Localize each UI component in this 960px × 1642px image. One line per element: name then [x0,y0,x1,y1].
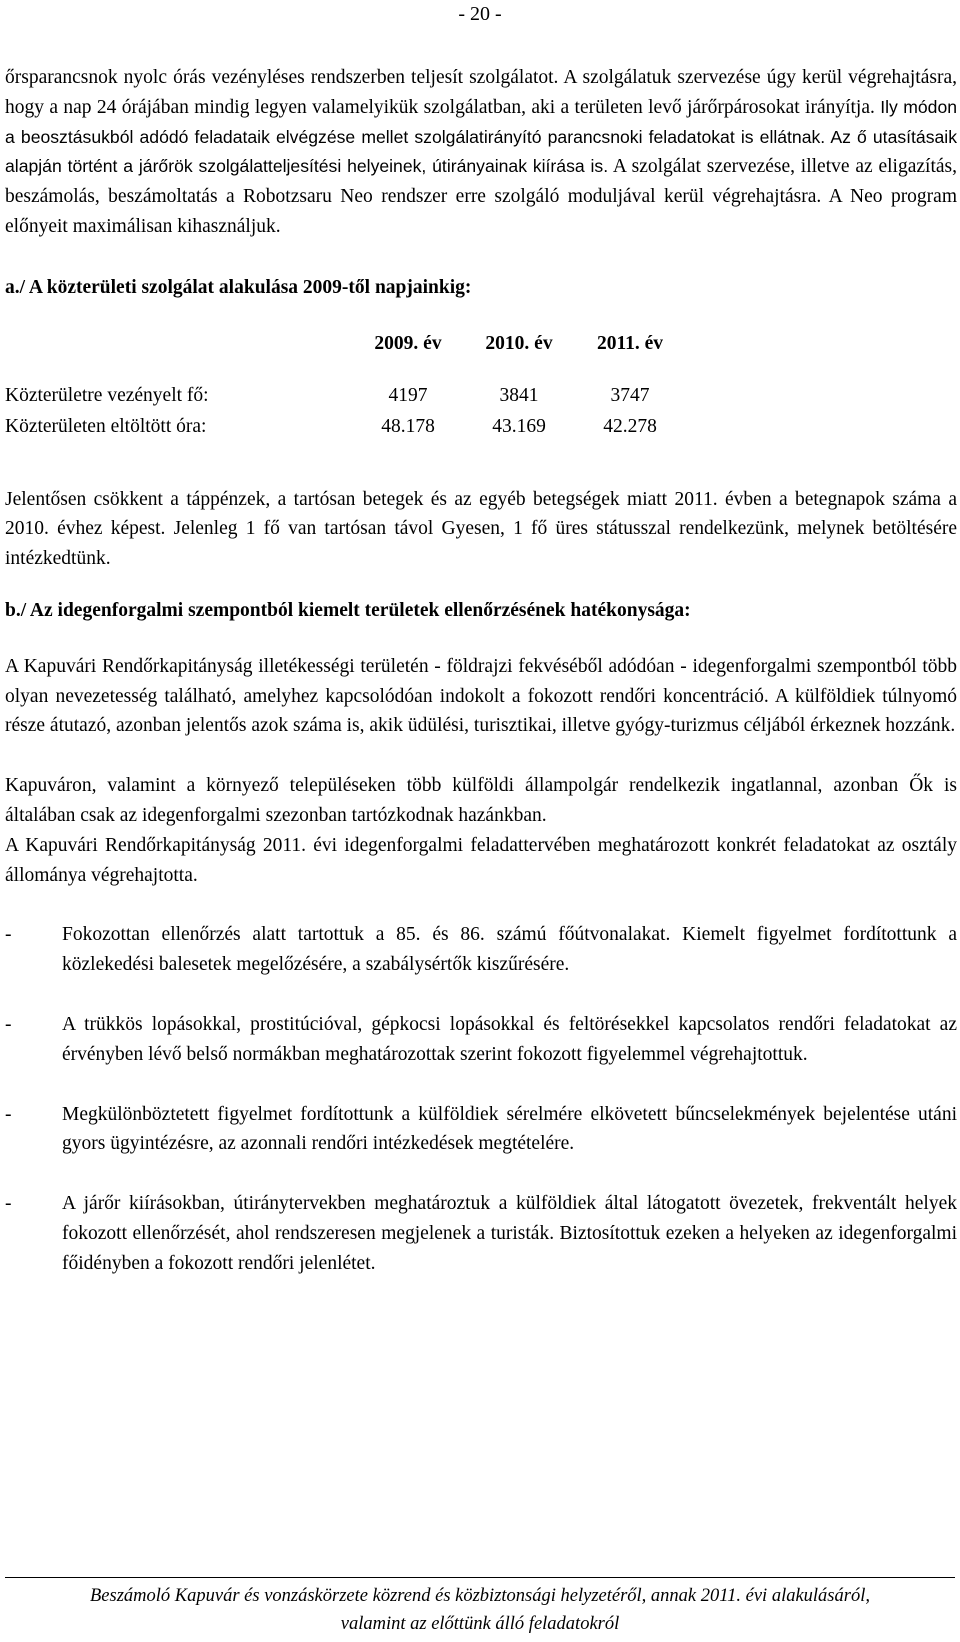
cell-value: 3841 [499,384,539,406]
list-item-text: A trükkös lopásokkal, prostitúcióval, gépkocsi lopásokkal és feltörésekkel kapcsolatos rendőri feladatokat az érvényben lévő belső normákban meghatározottak szerint fokozott figyelemmel végrehajtottuk. [62,1013,957,1065]
bullet-marker: - [5,1103,12,1125]
intro-text-serif-1: őrsparancsnok nyolc órás vezényléses rendszerben teljesít szolgálatot. A szolgálatuk szervezése úgy kerül végrehajtásra, hogy a nap 24 órájában mindig legyen valamelyikük szolgálatban, aki a területen levő járőrpárosokat irányítja. [5,67,957,118]
intro-text-serif-2: A szolgálat szervezése, illetve az eligazítás, beszámolás, beszámoltatás a Robotzsaru Neo rendszer erre szolgáló moduljával kerül végrehajtásra. A Neo program előnyeit maximálisan kihasználjuk. [5,156,957,237]
bullet-marker: - [5,1013,12,1035]
document-body [5,63,957,1279]
section-b-heading: b./ Az idegenforgalmi szempontból kiemelt területek ellenőrzésének hatékonysága: [5,599,691,621]
list-item-text: A járőr kiírásokban, útiránytervekben meghatároztuk a külföldiek által látogatott övezetek, frekventált helyek fokozott ellenőrzését, ahol rendszeresen megjelenek a turisták. Biztosítottuk ezeken a helyeken az idegenforgalmi főidényben a fokozott rendőri jelenlétet. [62,1193,957,1274]
cell-value: 4197 [388,384,428,406]
page-footer [0,1582,960,1638]
cell-value: 42.278 [603,415,657,437]
list-item [5,1189,957,1278]
footer-line-2: valamint az előttünk álló feladatokról [340,1614,620,1634]
list-item [5,920,957,980]
table-row [5,381,957,411]
footer-line-1: Beszámoló Kapuvár és vonzáskörzete közrend és közbiztonsági helyzetéről, annak 2011. évi alakulásáról, [90,1586,870,1606]
table-row [5,412,957,442]
cell-value: 43.169 [492,415,546,437]
footer-divider [5,1577,955,1578]
section-b-paragraph-3: A Kapuvári Rendőrkapitányság 2011. évi idegenforgalmi feladattervében meghatározott konkrét feladatokat az osztály állománya végrehajtotta. [5,834,957,886]
list-item-text: Fokozottan ellenőrzés alatt tartottuk a 85. és 86. számú főútvonalakat. Kiemelt figyelmet fordítottunk a közlekedési balesetek megelőzésére, a szabálysértők kiszűrésére. [62,924,957,976]
row-label-hours: Közterületen eltöltött óra: [5,415,207,437]
section-b-paragraph-2: Kapuváron, valamint a környező településeken több külföldi állampolgár rendelkezik ingatlannal, azonban Ők is általában csak az idegenforgalmi szezonban tartózkodnak hazánkban. [5,775,957,826]
row-label-staff: Közterületre vezényelt fő: [5,384,209,406]
bullet-marker: - [5,1193,12,1215]
intro-text-sans: Ily módon a beosztásukból adódó feladataik elvégzése mellet szolgálatirányító parancsnoki feladatokat is ellátnak. Az ő utasításaik alapján történt a járőrök szolgálatteljesítési helyeinek, útirányainak kiírása is. [5,96,958,177]
year-2011-header: 2011. év [596,332,664,354]
cell-value: 48.178 [381,415,435,437]
list-item [5,1100,957,1160]
statistics-table [5,329,957,465]
page-number: - 20 - [458,3,502,25]
section-a-heading: a./ A közterületi szolgálat alakulása 2009-től napjainkig: [5,276,472,298]
section-b-paragraph-1: A Kapuvári Rendőrkapitányság illetékességi területén - földrajzi fekvéséből adódóan - idegenforgalmi szempontból több olyan nevezetesség található, amelyhez kapcsolódóan indokolt a fokozott rendőri koncentráció. A külföldiek túlnyomó része átutazó, azonban jelentős azok száma is, akik üdülési, turisztikai, illetve gyógy-turizmus céljából érkeznek hozzánk. [5,655,957,737]
intro-paragraph [5,63,957,242]
year-2010-header: 2010. év [485,332,553,354]
bullet-marker: - [5,924,12,946]
statistics-header-row [5,329,957,359]
cell-value: 3747 [610,384,650,406]
section-a-note: Jelentősen csökkent a táppénzek, a tartósan betegek és az egyéb betegségek miatt 2011. évben a betegnapok száma a 2010. évhez képest. Jelenleg 1 fő van tartósan távol Gyesen, 1 fő üres státusszal rendelkezünk, melynek betöltésére intézkedtünk. [5,488,957,570]
list-item [5,1010,957,1070]
year-2009-header: 2009. év [374,332,442,354]
list-item-text: Megkülönböztetett figyelmet fordítottunk a külföldiek sérelmére elkövetett bűncselekmények bejelentése utáni gyors ügyintézésre, az azonnali rendőri intézkedések megtételére. [62,1103,957,1155]
